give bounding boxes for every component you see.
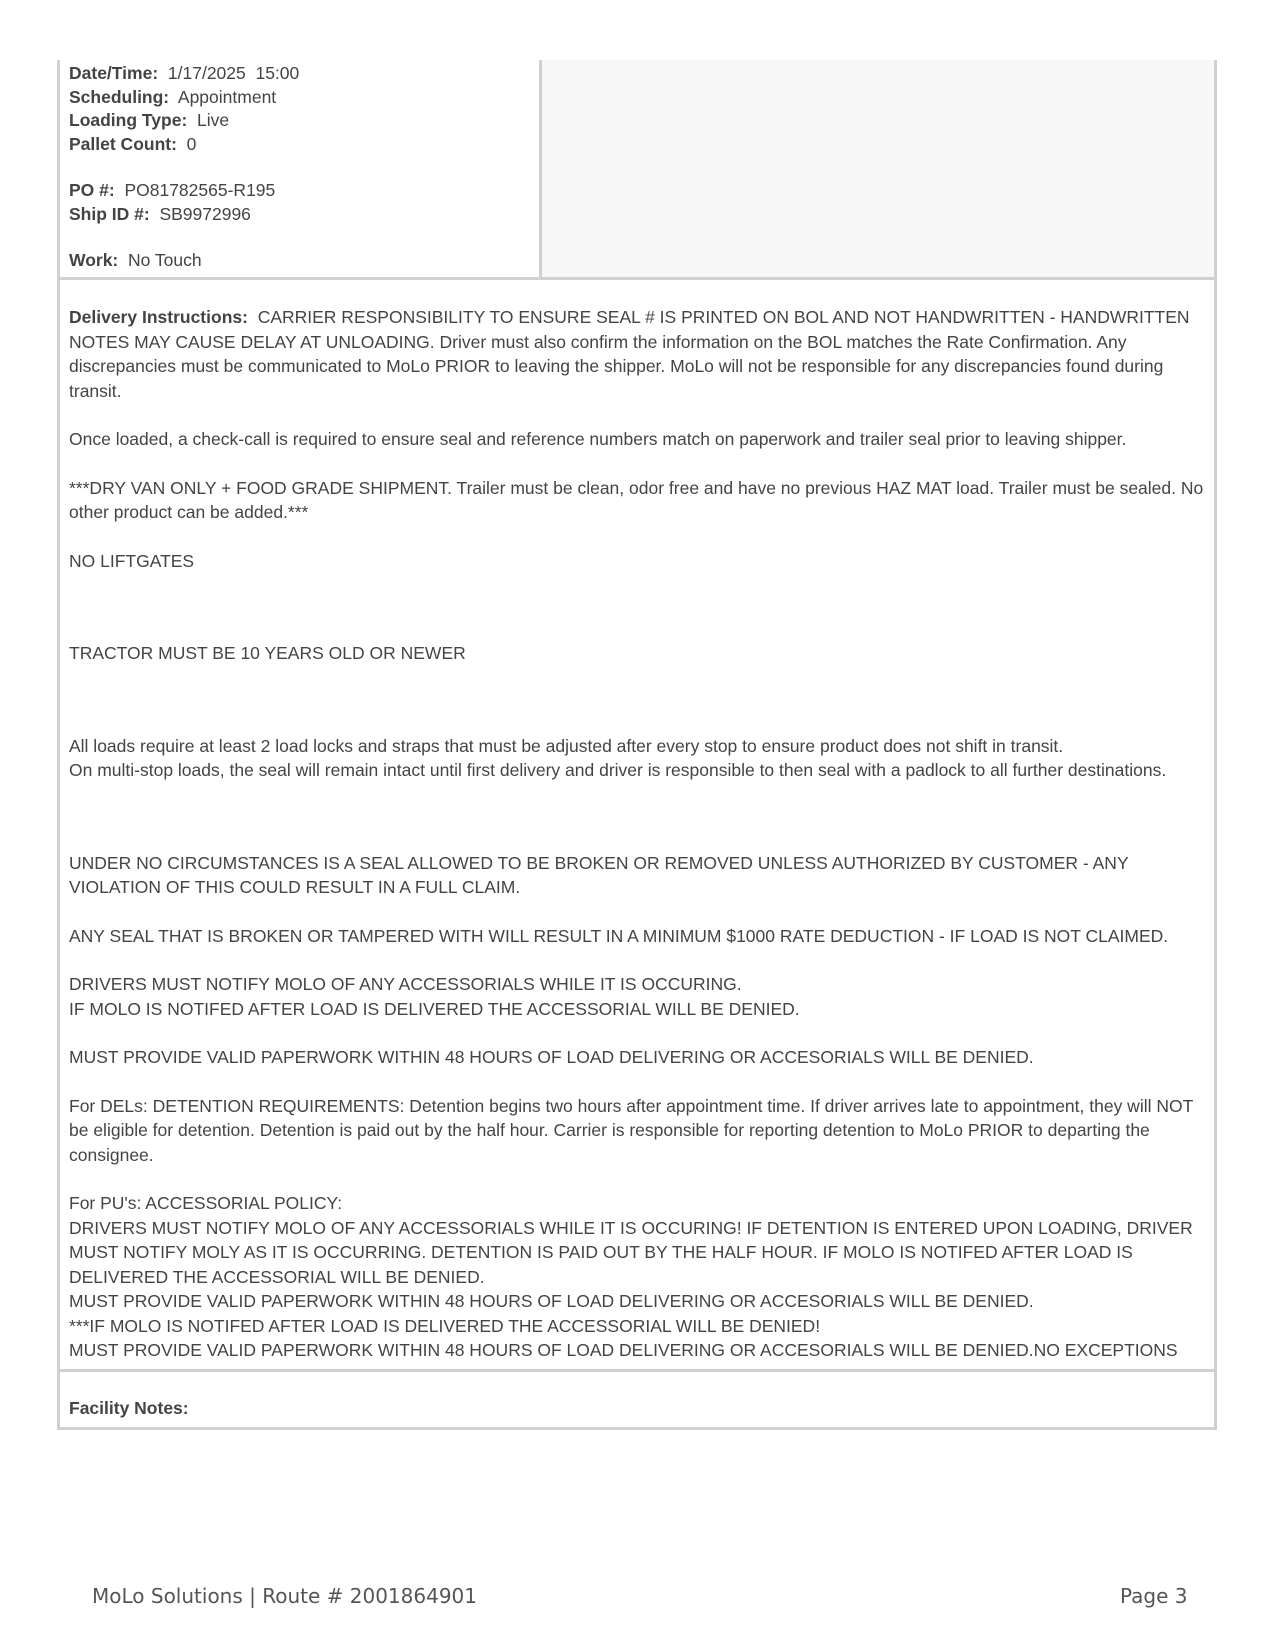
instruction-line: MUST PROVIDE VALID PAPERWORK WITHIN 48 HOURS OF LOAD DELIVERING OR ACCESORIALS WILL BE DENIED. [69, 1291, 1034, 1311]
instruction-paragraph: IF MOLO IS NOTIFED AFTER LOAD IS DELIVERED THE ACCESSORIAL WILL BE DENIED. [69, 998, 800, 1019]
loading-type-field [69, 109, 539, 133]
facility-notes-section [60, 1372, 1214, 1427]
instruction-paragraph: ANY SEAL THAT IS BROKEN OR TAMPERED WITH WILL RESULT IN A MINIMUM $1000 RATE DEDUCTION - IF LOAD IS NOT CLAIMED. [69, 925, 1169, 946]
loading-type-value: Live [197, 110, 230, 130]
instruction-paragraph: NO LIFTGATES [69, 550, 195, 571]
instruction-paragraph: MUST PROVIDE VALID PAPERWORK WITHIN 48 HOURS OF LOAD DELIVERING OR ACCESORIALS WILL BE DENIED. [69, 1047, 1034, 1067]
facility-notes-label: Facility Notes: [69, 1397, 189, 1418]
empty-shaded-panel [542, 60, 1214, 277]
ship-id-label: Ship ID #: [69, 203, 150, 224]
delivery-instructions-text: CARRIER RESPONSIBILITY TO ENSURE SEAL # IS PRINTED ON BOL AND NOT HANDWRITTEN - HANDWRITTEN NOTES MAY CAUSE DELAY AT UNLOADING. Driver must also confirm the information on the BOL matches the Rate Confirmation. Any discrepancies must be communicated to MoLo PRIOR to leaving the shipper. MoLo will not be responsible for any discrepancies found during transit. [69, 307, 1190, 401]
instruction-paragraph: Once loaded, a check-call is required to ensure seal and reference numbers match on paperwork and trailer seal prior to leaving shipper. [69, 429, 1127, 449]
footer-page-number: Page 3 [1120, 1584, 1188, 1608]
instruction-paragraph: ***DRY VAN ONLY + FOOD GRADE SHIPMENT. Trailer must be clean, odor free and have no previous HAZ MAT load. Trailer must be sealed. No other product can be added.*** [69, 477, 1204, 522]
date-time-value: 1/17/2025 15:00 [167, 63, 300, 83]
stop-details-box [57, 60, 1217, 1430]
ship-id-value: SB9972996 [159, 203, 251, 224]
work-field [69, 249, 539, 273]
instruction-paragraph: UNDER NO CIRCUMSTANCES IS A SEAL ALLOWED TO BE BROKEN OR REMOVED UNLESS AUTHORIZED BY CUSTOMER - ANY VIOLATION OF THIS COULD RESULT IN A FULL CLAIM. [69, 852, 1129, 897]
po-label: PO #: [69, 180, 115, 200]
scheduling-label: Scheduling: [69, 86, 170, 107]
delivery-instructions-section [60, 280, 1214, 1372]
instruction-paragraph: For DELs: DETENTION REQUIREMENTS: Detention begins two hours after appointment time. If driver arrives late to appointment, they will NOT be eligible for detention. Detention is paid out by the half hour. Carrier is responsible for reporting detention to MoLo PRIOR to departing the consignee. [69, 1095, 1193, 1165]
work-value: No Touch [128, 250, 202, 270]
instruction-line: DRIVERS MUST NOTIFY MOLO OF ANY ACCESSORIALS WHILE IT IS OCCURING! IF DETENTION IS ENTERED UPON LOADING, DRIVER MUST NOTIFY MOLY AS IT IS OCCURRING. DETENTION IS PAID OUT BY THE HALF HOUR. IF MOLO IS NOTIFED AFTER LOAD IS DELIVERED THE ACCESSORIAL WILL BE DENIED. [69, 1217, 1193, 1287]
date-time-field [69, 62, 539, 86]
delivery-instructions-intro [69, 305, 1204, 403]
ship-id-field [69, 203, 539, 227]
footer-route: MoLo Solutions | Route # 2001864901 [92, 1584, 477, 1608]
pallet-count-field [69, 133, 539, 157]
stop-info-row [60, 60, 1214, 280]
instruction-line: DRIVERS MUST NOTIFY MOLO OF ANY ACCESSORIALS WHILE IT IS OCCURING. [69, 974, 742, 994]
po-value: PO81782565-R195 [124, 180, 276, 200]
instruction-paragraph: MUST PROVIDE VALID PAPERWORK WITHIN 48 HOURS OF LOAD DELIVERING OR ACCESORIALS WILL BE DENIED.NO EXCEPTIONS [69, 1340, 1178, 1360]
instruction-paragraph: TRACTOR MUST BE 10 YEARS OLD OR NEWER [69, 643, 466, 663]
stop-info-panel [60, 60, 542, 277]
instruction-line: All loads require at least 2 load locks and straps that must be adjusted after every stop to ensure product does not shift in transit. [69, 735, 1064, 756]
scheduling-value: Appointment [177, 86, 277, 107]
instruction-line: For PU's: ACCESSORIAL POLICY: [69, 1193, 343, 1213]
loading-type-label: Loading Type: [69, 110, 188, 130]
scheduling-field [69, 86, 539, 110]
pallet-count-label: Pallet Count: [69, 133, 177, 154]
instruction-paragraph: On multi-stop loads, the seal will remain intact until first delivery and driver is responsible to then seal with a padlock to all further destinations. [69, 760, 1167, 780]
instruction-line: ***IF MOLO IS NOTIFED AFTER LOAD IS DELIVERED THE ACCESSORIAL WILL BE DENIED! [69, 1315, 821, 1336]
po-field [69, 179, 539, 203]
pallet-count-value: 0 [186, 133, 197, 154]
work-label: Work: [69, 250, 119, 270]
date-time-label: Date/Time: [69, 63, 159, 83]
delivery-instructions-label: Delivery Instructions: [69, 307, 248, 327]
